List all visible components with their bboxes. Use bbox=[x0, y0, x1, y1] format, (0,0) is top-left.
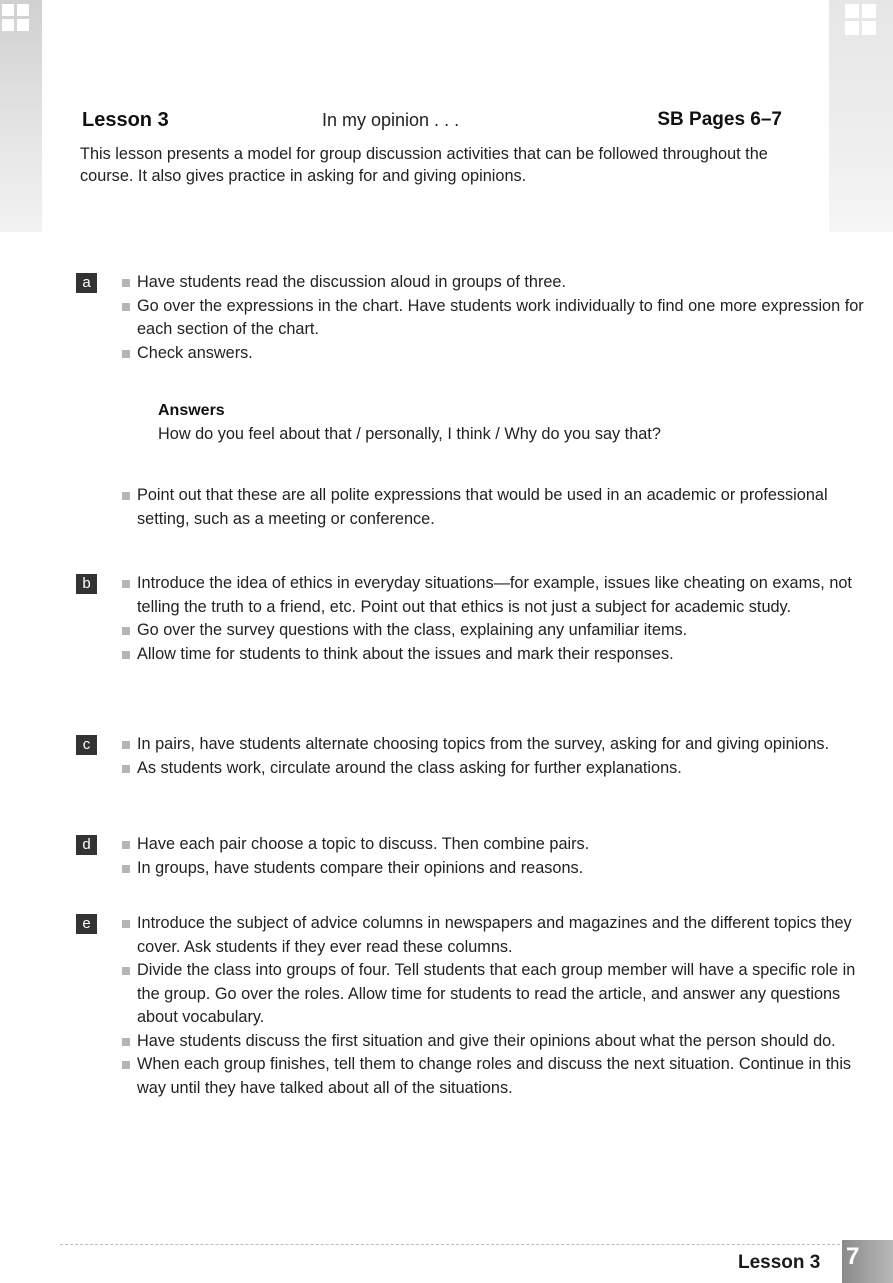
bullet-list bbox=[120, 912, 876, 1100]
list-item: Go over the survey questions with the class, explaining any unfamiliar items. bbox=[120, 619, 876, 643]
corner-decoration-left bbox=[0, 0, 42, 232]
lesson-header bbox=[82, 109, 782, 135]
list-item: Introduce the idea of ethics in everyday situations—for example, issues like cheating on exams, not telling the truth to a friend, etc. Point out that ethics is not just a subject for academic study. bbox=[120, 572, 876, 619]
bullet-list bbox=[120, 733, 876, 780]
list-item: Check answers. bbox=[120, 342, 876, 366]
answers-text: How do you feel about that / personally, I think / Why do you say that? bbox=[158, 425, 661, 443]
list-item: Introduce the subject of advice columns in newspapers and magazines and the different topics they cover. Ask students if they ever read these columns. bbox=[120, 912, 876, 959]
list-item: Have students read the discussion aloud in groups of three. bbox=[120, 271, 876, 295]
bullet-list bbox=[120, 271, 876, 365]
list-item: In pairs, have students alternate choosing topics from the survey, asking for and giving opinions. bbox=[120, 733, 876, 757]
list-item: In groups, have students compare their opinions and reasons. bbox=[120, 857, 876, 881]
list-item: Divide the class into groups of four. Tell students that each group member will have a specific role in the group. Go over the roles. Allow time for students to read the article, and answer any questions about vocabulary. bbox=[120, 959, 876, 1030]
section-letter-badge: c bbox=[76, 735, 97, 755]
answers-title: Answers bbox=[158, 402, 225, 419]
section-letter-badge: a bbox=[76, 273, 97, 293]
list-item: Point out that these are all polite expressions that would be used in an academic or professional setting, such as a meeting or conference. bbox=[120, 484, 876, 531]
list-item: Have each pair choose a topic to discuss. Then combine pairs. bbox=[120, 833, 876, 857]
page-number: 7 bbox=[842, 1240, 893, 1283]
list-item: Go over the expressions in the chart. Have students work individually to find one more expression for each section of the chart. bbox=[120, 295, 876, 342]
bullet-list bbox=[120, 833, 876, 880]
student-book-pages: SB Pages 6–7 bbox=[657, 109, 782, 130]
grid-squares-icon bbox=[2, 4, 29, 31]
section-letter-badge: e bbox=[76, 914, 97, 934]
footer-divider bbox=[60, 1244, 840, 1245]
list-item: Have students discuss the first situation and give their opinions about what the person should do. bbox=[120, 1030, 876, 1054]
answers-box bbox=[158, 400, 838, 446]
grid-squares-icon bbox=[845, 4, 876, 35]
footer-lesson-label: Lesson 3 bbox=[738, 1252, 821, 1273]
list-item: As students work, circulate around the class asking for further explanations. bbox=[120, 757, 876, 781]
lesson-intro: This lesson presents a model for group discussion activities that can be followed throughout the course. It also gives practice in asking for and giving opinions. bbox=[80, 145, 768, 185]
lesson-title: Lesson 3 bbox=[82, 109, 169, 131]
section-letter-badge: b bbox=[76, 574, 97, 594]
lesson-topic: In my opinion . . . bbox=[322, 110, 460, 130]
bullet-list bbox=[120, 572, 876, 666]
bullet-list bbox=[120, 484, 876, 531]
list-item: When each group finishes, tell them to change roles and discuss the next situation. Continue in this way until they have talked about all of the situations. bbox=[120, 1053, 876, 1100]
list-item: Allow time for students to think about the issues and mark their responses. bbox=[120, 643, 876, 667]
corner-decoration-right bbox=[829, 0, 893, 232]
section-letter-badge: d bbox=[76, 835, 97, 855]
